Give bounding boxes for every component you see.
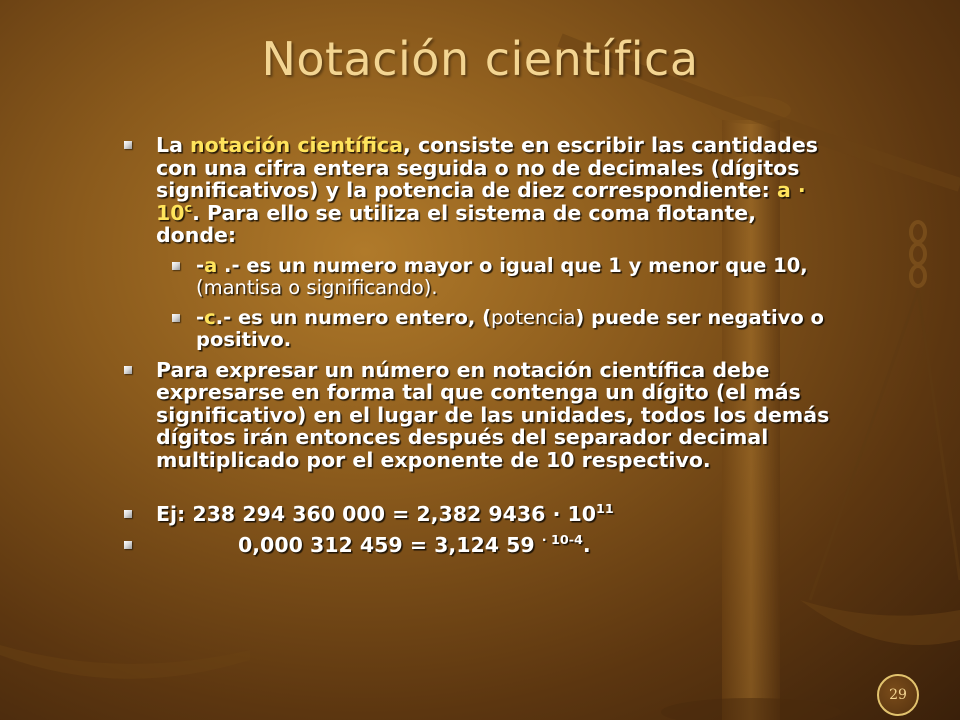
example-label: Ej:	[156, 502, 193, 526]
formula-exponent: c	[184, 199, 193, 215]
text-run: .- es un numero mayor o igual que 1 y menor que 10,	[217, 253, 808, 277]
text-run: -	[196, 253, 205, 277]
slide-title: Notación científica	[261, 32, 699, 86]
square-bullet-icon	[172, 262, 180, 270]
bullet-example-2	[120, 531, 840, 557]
square-bullet-icon	[124, 366, 132, 374]
example-expression: 238 294 360 000 = 2,382 9436 · 10	[192, 502, 597, 526]
text-run: ) puede ser negativo o positivo.	[196, 305, 824, 351]
sub-bullet-exponent	[120, 307, 840, 351]
example-expression: 0,000 312 459 = 3,124 59	[238, 532, 542, 557]
square-bullet-icon	[124, 541, 132, 549]
text-run: -	[196, 305, 205, 329]
example-exponent: · 10-4	[541, 531, 583, 547]
bullet-example-1	[120, 503, 840, 526]
square-bullet-icon	[172, 314, 180, 322]
highlight-term: notación científica	[190, 133, 404, 157]
page-number-badge: 29	[877, 674, 919, 716]
sub-bullet-mantissa	[120, 255, 840, 299]
example-exponent: 11	[596, 501, 614, 517]
slide-content	[120, 134, 840, 556]
text-run: Para expresar un número en notación científica debe expresarse en forma tal que contenga un dígito (el más significativo) en el lugar de las unidades, todos los demás dígitos irán entonces después del separador decimal multiplicado por el exponente de 10 respectivo.	[156, 357, 830, 472]
square-bullet-icon	[124, 141, 132, 149]
square-bullet-icon	[124, 510, 132, 518]
highlight-variable: a	[204, 253, 218, 277]
text-run: , consiste en escribir las cantidades con una cifra entera seguida o no de decimales (dígitos significativos) y la potencia de diez correspondiente:	[156, 133, 818, 202]
bullet-definition	[120, 134, 840, 247]
text-run-normal: (mantisa o significando).	[196, 275, 438, 299]
highlight-variable: c	[204, 305, 216, 329]
bullet-expression-rule	[120, 359, 840, 472]
formula-highlight: a · 10	[156, 178, 806, 225]
text-run: . Para ello se utiliza el sistema de coma flotante, donde:	[156, 200, 756, 247]
text-run: La	[156, 133, 191, 157]
text-run-normal: potencia	[491, 305, 576, 329]
text-run: .	[582, 532, 591, 557]
text-run: .- es un numero entero, (	[215, 305, 492, 329]
